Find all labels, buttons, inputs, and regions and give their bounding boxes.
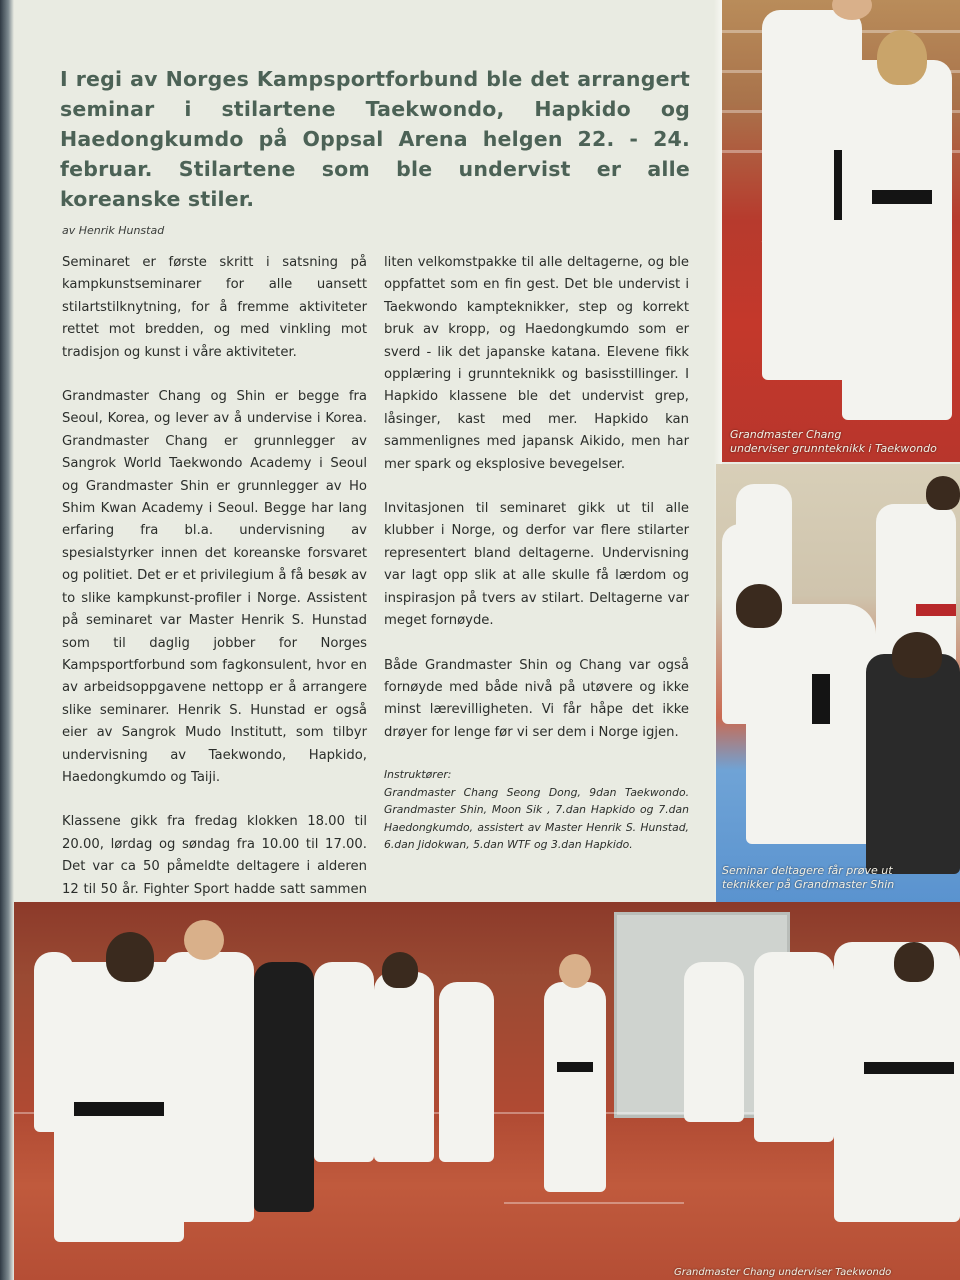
floor-line [504, 1202, 684, 1204]
participant-head [382, 952, 418, 988]
participant-figure [164, 952, 254, 1222]
paragraph: Invitasjonen til seminaret gikk ut til alle klubber i Norge, og derfor var flere stilarter representert bland deltagerne. Undervisning var lagt opp slik at alle skulle få lærdom og inspirasjon på tvers av stilart. Deltagerne var meget fornøyde. [384, 501, 689, 629]
photo-caption [722, 864, 958, 892]
participant-head [184, 920, 224, 960]
student-head [877, 30, 927, 85]
photo-grandmaster-chang [722, 0, 960, 462]
participant-figure [374, 972, 434, 1162]
photo-caption: Grandmaster Chang underviser Taekwondo [674, 1267, 892, 1278]
page-binding-shadow [0, 0, 14, 1280]
paragraph: Både Grandmaster Shin og Chang var også fornøyde med både nivå på utøvere og ikke minst lærevilligheten. Vi får håpe det ikke drøyer for lenge før vi ser dem i Norge igjen. [384, 657, 689, 740]
photo-caption [730, 428, 956, 456]
participant-figure [754, 952, 834, 1142]
instructor-head [559, 954, 591, 988]
black-belt [872, 190, 932, 204]
paragraph: Seminaret er første skritt i satsning på kampkunstseminarer for alle uansett stilartstilknytning, for å fremme aktiviteter rettet mot bredden, og med vinkling mot tradisjon og kunst i våre aktiviteter. [62, 255, 367, 360]
caption-line: Seminar deltagere får prøve ut [722, 864, 893, 877]
instructors-text: Grandmaster Chang Seong Dong, 9dan Taekwondo. Grandmaster Shin, Moon Sik , 7.dan Hapkido og 7.dan Haedongkumdo, assistert av Master Henrik S. Hunstad, 6.dan Jidokwan, 5.dan WTF og 3.dan Hapkido. [384, 785, 689, 852]
paragraph: liten velkomstpakke til alle deltagerne, og ble oppfattet som en fin gest. Det ble undervist i Taekwondo kampteknikker, step og korrekt bruk av kropp, og Haedongkumdo som er sverd - lik det japanske katana. Elevene fikk opplæring i grunnteknikk og basisstillinger. I Hapkido klassene ble det undervist grep, låsinger, kast med mer. Hapkido kan sammenlignes med japansk Aikido, men har mer spark og eksplosive bevegelser. [384, 255, 689, 472]
instructor-figure [544, 982, 606, 1192]
instructors-block [384, 766, 689, 854]
student-figure [842, 60, 952, 420]
grandmaster-shin-head [892, 632, 942, 678]
participant-figure [746, 604, 876, 844]
black-belt [864, 1062, 954, 1074]
participant-figure [314, 962, 374, 1162]
participant-figure [254, 962, 314, 1212]
paragraph: Grandmaster Chang og Shin er begge fra Seoul, Korea, og lever av å undervise i Korea. Grandmaster Chang er grunnlegger av Sangrok World Taekwondo Academy i Seoul og Grandmaster Shin er grunnlegger av Ho Shim Kwan Academy i Seoul. Begge har lang erfaring fra bl.a. undervisning av spesialstyrker innen det koreanske forsvaret og politiet. Det er et privilegium å få besøk av to slike kampkunst-profiler i Norge. Assistent på seminaret var Master Henrik S. Hunstad som til daglig jobber for Norges Kampsportforbund som fagkonsulent, hvor en av arbeidsoppgavene nettopp er å arrangere slike seminarer. Henrik S. Hunstad er også eier av Sangrok Mudo Institutt, som tilbyr undervisning av Taekwondo, Hapkido, Haedongkumdo og Taiji. [62, 389, 367, 785]
red-belt [916, 604, 956, 616]
article-lead: I regi av Norges Kampsportforbund ble det arrangert seminar i stilartene Taekwondo, Hapkido og Haedongkumdo på Oppsal Arena helgen 22. - 24. februar. Stilartene som ble undervist er alle koreanske stiler. [60, 67, 690, 211]
black-belt [812, 674, 830, 724]
caption-line: Grandmaster Chang [730, 428, 842, 441]
participant-figure [684, 962, 744, 1122]
participant-figure [834, 942, 960, 1222]
black-belt [557, 1062, 593, 1072]
participant-head [106, 932, 154, 982]
article-byline: av Henrik Hunstad [62, 224, 165, 237]
participant-head [926, 476, 960, 510]
participant-figure [439, 982, 494, 1162]
article-column-right [384, 252, 689, 854]
paragraph: Klassene gikk fra fredag klokken 18.00 til 20.00, lørdag og søndag fra 10.00 til 17.00. Det var ca 50 påmeldte deltagere i alderen 12 til 50 år. Fighter Sport hadde satt sammen [62, 814, 367, 897]
caption-line: teknikker på Grandmaster Shin [722, 878, 895, 891]
photo-seminar-participants [716, 464, 960, 902]
participant-head [894, 942, 934, 982]
photo-group-training [14, 902, 960, 1280]
article-column-left [62, 252, 367, 945]
instructors-heading: Instruktører: [384, 768, 452, 782]
caption-line: underviser grunnteknikk i Taekwondo [730, 442, 937, 455]
participant-head [736, 584, 782, 628]
grandmaster-shin-figure [866, 654, 960, 874]
